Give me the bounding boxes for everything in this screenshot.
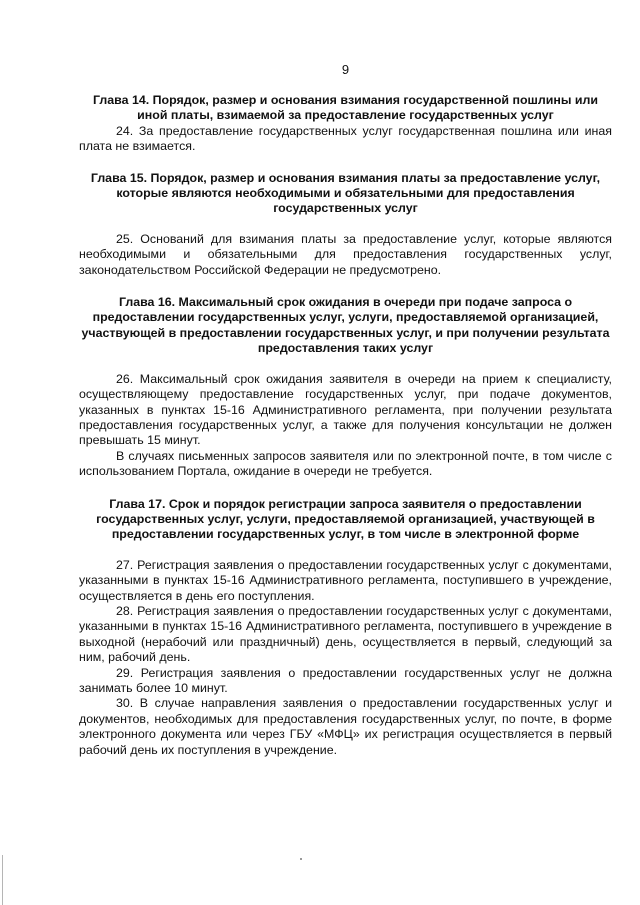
chapter-15-title: Глава 15. Порядок, размер и основания взимания платы за предоставление услуг, которые являются необходимыми и обязательными для предоставления государственных услуг bbox=[90, 170, 601, 216]
chapter-14-title: Глава 14. Порядок, размер и основания взимания государственной пошлины или иной платы, взимаемой за предоставление государственных услуг bbox=[93, 93, 598, 123]
page-number: 9 bbox=[341, 62, 350, 77]
paragraph-29: 29. Регистрация заявления о предоставлении государственных услуг не должна занимать более 10 минут. bbox=[79, 665, 612, 695]
chapter-16-title: Глава 16. Максимальный срок ожидания в очереди при подаче запроса о предоставлении государственных услуг, услуги, предоставляемой организацией, участвующей в предоставлении государственных услуг, и при получении результата предоставления таких услуг bbox=[81, 295, 610, 356]
paragraph-26: 26. Максимальный срок ожидания заявителя в очереди на прием к специалисту, осуществляющему предоставление государственных услуг, при подаче документов, указанных в пунктах 15-16 Административного регламента, при получении результата предоставления государственных услуг, а также для получения консультации не должен превышать 15 минут. bbox=[79, 371, 612, 448]
paragraph-27: 27. Регистрация заявления о предоставлении государственных услуг с документами, указанными в пунктах 15-16 Административного регламента, поступившего в учреждение, осуществляется в день его поступления. bbox=[79, 557, 612, 603]
chapter-17 bbox=[79, 497, 612, 759]
paragraph-26-continuation: В случаях письменных запросов заявителя или по электронной почте, в том числе с использованием Портала, ожидание в очереди не требуется. bbox=[79, 448, 612, 479]
scan-edge-line bbox=[2, 855, 3, 905]
paragraph-25: 25. Оснований для взимания платы за предоставление услуг, которые являются необходимыми и обязательными для предоставления государственных услуг, законодательством Российской Федерации не предусмотрено. bbox=[79, 231, 612, 277]
chapter-14 bbox=[79, 93, 612, 155]
chapter-15 bbox=[79, 171, 612, 278]
paragraph-24: 24. За предоставление государственных услуг государственная пошлина или иная плата не взимается. bbox=[79, 123, 612, 154]
scan-speck bbox=[300, 858, 302, 860]
paragraph-28: 28. Регистрация заявления о предоставлении государственных услуг с документами, указанными в пунктах 15-16 Административного регламента, поступившего в учреждение в выходной (нерабочий или праздничный) день, осуществляется в первый, следующий за ним, рабочий день. bbox=[79, 603, 612, 665]
chapter-17-title: Глава 17. Срок и порядок регистрации запроса заявителя о предоставлении государственных услуг, услуги, предоставляемой организацией, участвующей в предоставлении государственных услуг, в том числе в электронной форме bbox=[96, 496, 595, 542]
document-page bbox=[79, 62, 612, 758]
paragraph-30: 30. В случае направления заявления о предоставлении государственных услуг и документов, необходимых для предоставления государственных услуг, по почте, в форме электронного документа или через ГБУ «МФЦ» их регистрация осуществляется в первый рабочий день их поступления в учреждение. bbox=[79, 696, 612, 757]
chapter-16 bbox=[79, 295, 612, 479]
